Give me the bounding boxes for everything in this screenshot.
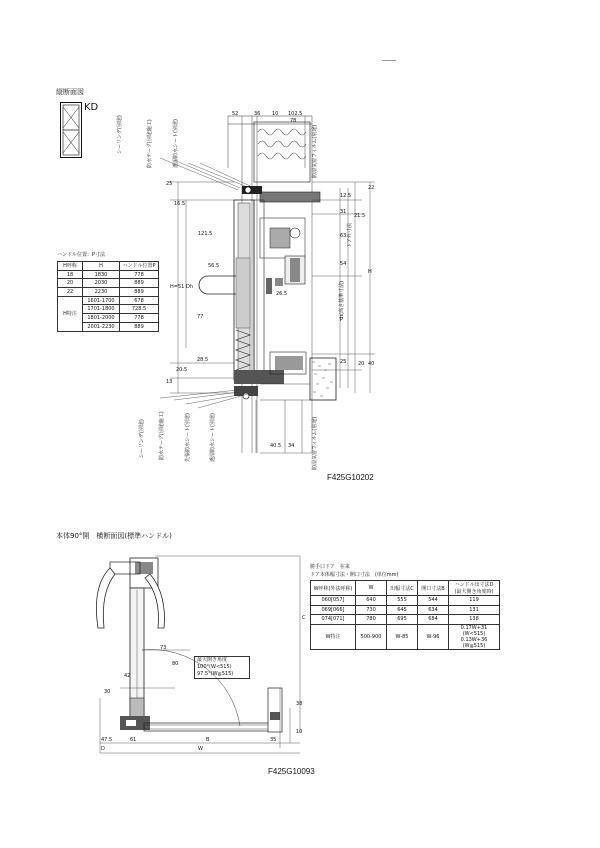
dim-right-54: 54 (340, 261, 347, 267)
dim-80: 80 (172, 661, 179, 667)
cell-c: W-85 (387, 624, 418, 649)
dim-right-12-5: 12.5 (340, 193, 352, 199)
dim-47-5: 47.5 (101, 737, 113, 743)
label-sealing-lower: シーリング(別途) (139, 419, 145, 458)
cell-h: 1601-1700 (83, 296, 120, 305)
door-type-code: KD (84, 102, 99, 113)
dim-left-56-5: 56.5 (208, 263, 220, 269)
col-w-code: W呼称(外法呼称) (311, 581, 356, 596)
dim-bottom-40-5: 40.5 (270, 443, 282, 449)
cell-w: 640 (356, 596, 387, 606)
label-film-lower: 防湿気密フィルム(別途) (312, 416, 318, 470)
cell-p: 728.5 (120, 305, 159, 314)
table-header-row (58, 262, 159, 271)
dim-b: B (206, 737, 210, 743)
dim-right-p: P (340, 317, 344, 323)
dim-left-25: 25 (166, 181, 173, 187)
dim-73: 73 (160, 645, 167, 651)
dim-35: 35 (270, 737, 277, 743)
cell-p: 889 (120, 279, 159, 288)
cell-p: 778 (120, 314, 159, 323)
cell-code: 22 (58, 288, 83, 297)
cell-d: 119 (449, 596, 500, 606)
cell-code: 069[066] (311, 605, 356, 615)
cell-c: 555 (387, 596, 418, 606)
label-pre-sheet-lower: 先張防水シート(別途) (185, 413, 191, 462)
col-w: W (356, 581, 387, 596)
cell-p: 678 (120, 296, 159, 305)
width-table-title: 勝手口ドア 在来 (310, 564, 350, 570)
cell-code: 18 (58, 270, 83, 279)
table-row (58, 296, 159, 305)
dim-10: 10 (296, 729, 303, 735)
table-row (58, 270, 159, 279)
dim-left-16-5: 16.5 (174, 201, 186, 207)
dim-top-52: 52 (232, 111, 239, 117)
cell-p: 778 (120, 270, 159, 279)
dim-top-10: 10 (272, 111, 279, 117)
col-d: ハンドル出寸法D (最大開き角度時) (449, 581, 500, 596)
dim-42: 42 (124, 673, 131, 679)
dim-left-28-5: 28.5 (197, 357, 209, 363)
cell-b: 544 (418, 596, 449, 606)
cell-code: W特注 (311, 624, 356, 649)
dim-right-40: 40 (368, 361, 375, 367)
dim-mid-26-5: 26.5 (276, 291, 288, 297)
handle-position-table (57, 261, 159, 332)
dim-left-dh: Dh (186, 284, 194, 290)
width-table-subtitle: ドア本体幅寸法・開口寸法 (単位mm) (310, 572, 399, 578)
col-b: 開口寸法B (418, 581, 449, 596)
max-angle-note (194, 656, 250, 679)
angle-note-line2: 97.5°(W≧515) (197, 671, 234, 677)
table-header-row (311, 581, 500, 596)
table-row (311, 624, 500, 649)
dim-left-h51: H=51 (170, 284, 185, 290)
dim-right-20: 20 (358, 361, 365, 367)
cell-h: 2001-2230 (83, 322, 120, 331)
dim-38: 38 (296, 701, 303, 707)
cell-d: 0.17W+31 (W<515) 0.13W+36 (W≧515) (449, 624, 500, 649)
dim-30: 30 (104, 689, 111, 695)
cell-d: 131 (449, 605, 500, 615)
angle-note-line1: 100°(W<515) (197, 664, 232, 670)
label-sealing-upper: シーリング(別途) (117, 115, 123, 154)
table-row (311, 605, 500, 615)
cell-w: 500-900 (356, 624, 387, 649)
dim-right-63: 63 (340, 233, 347, 239)
cell-h: 1830 (83, 270, 120, 279)
table-row (311, 596, 500, 606)
label-sheet-upper: 透湿防水シート(別途) (173, 119, 179, 168)
cell-h: 2030 (83, 279, 120, 288)
page-mark (382, 60, 396, 61)
dim-bottom-34: 34 (288, 443, 295, 449)
cell-c: 695 (387, 615, 418, 625)
label-sheet-lower: 透湿防水シート(別途) (210, 413, 216, 462)
dim-left-121-5: 121.5 (198, 231, 213, 237)
cell-special-label: H特注 (58, 296, 83, 331)
cell-code: 060[057] (311, 596, 356, 606)
cell-h: 1701-1800 (83, 305, 120, 314)
table-row (311, 615, 500, 625)
col-h-code: H呼称 (58, 262, 83, 271)
dim-top-36: 36 (254, 111, 261, 117)
dim-left-13: 13 (166, 379, 173, 385)
figure-code-1: F425G10202 (327, 473, 374, 482)
dim-right-22: 22 (368, 185, 375, 191)
dim-d: D (101, 746, 105, 752)
col-p: ハンドル位置P (120, 262, 159, 271)
cell-h: 1801-2000 (83, 314, 120, 323)
section1-title: 縦断面図 (56, 88, 84, 96)
cell-p: 889 (120, 322, 159, 331)
dim-right-25: 25 (340, 359, 347, 365)
dim-top-102-5: 102.5 (288, 111, 303, 117)
cell-p: 889 (120, 288, 159, 297)
dim-left-20-5: 20.5 (176, 367, 188, 373)
cell-c: 645 (387, 605, 418, 615)
width-table (310, 580, 500, 650)
label-film-upper: 防湿気密フィルム(別途) (312, 124, 318, 178)
table-row (58, 288, 159, 297)
cell-w: 780 (356, 615, 387, 625)
label-door-outer: ドア外寸法 (347, 223, 353, 248)
cell-code: 20 (58, 279, 83, 288)
label-h-standard: h(高さ基準寸法) (339, 280, 345, 318)
cell-d: 138 (449, 615, 500, 625)
handle-table-title: ハンドル位置：P寸法 (57, 252, 106, 258)
label-tape-upper: 防水テープ(別途施工) (147, 119, 153, 168)
label-tape-lower: 防水テープ(別途施工) (159, 411, 165, 460)
table-row (58, 279, 159, 288)
angle-note-title: 最大開き角度 (197, 657, 228, 663)
col-h: H (83, 262, 120, 271)
dim-left-77: 77 (197, 314, 204, 320)
door-type-icon (60, 102, 82, 158)
cell-b: 684 (418, 615, 449, 625)
dim-right-31: 31 (340, 209, 347, 215)
dim-right-h: H (368, 269, 372, 275)
figure-code-2: F425G10093 (268, 767, 315, 776)
dim-w: W (198, 746, 203, 752)
dim-61: 61 (130, 737, 137, 743)
dim-right-21-5: 21.5 (354, 213, 366, 219)
cell-code: 074[071] (311, 615, 356, 625)
dim-top-78: 78 (290, 118, 297, 124)
cell-w: 730 (356, 605, 387, 615)
col-c: 出幅寸法C (387, 581, 418, 596)
cell-b: W-96 (418, 624, 449, 649)
dim-c: C (302, 615, 306, 621)
section2-title: 本体90°開 横断面図(標準ハンドル) (56, 532, 172, 540)
cell-b: 634 (418, 605, 449, 615)
cell-h: 2230 (83, 288, 120, 297)
